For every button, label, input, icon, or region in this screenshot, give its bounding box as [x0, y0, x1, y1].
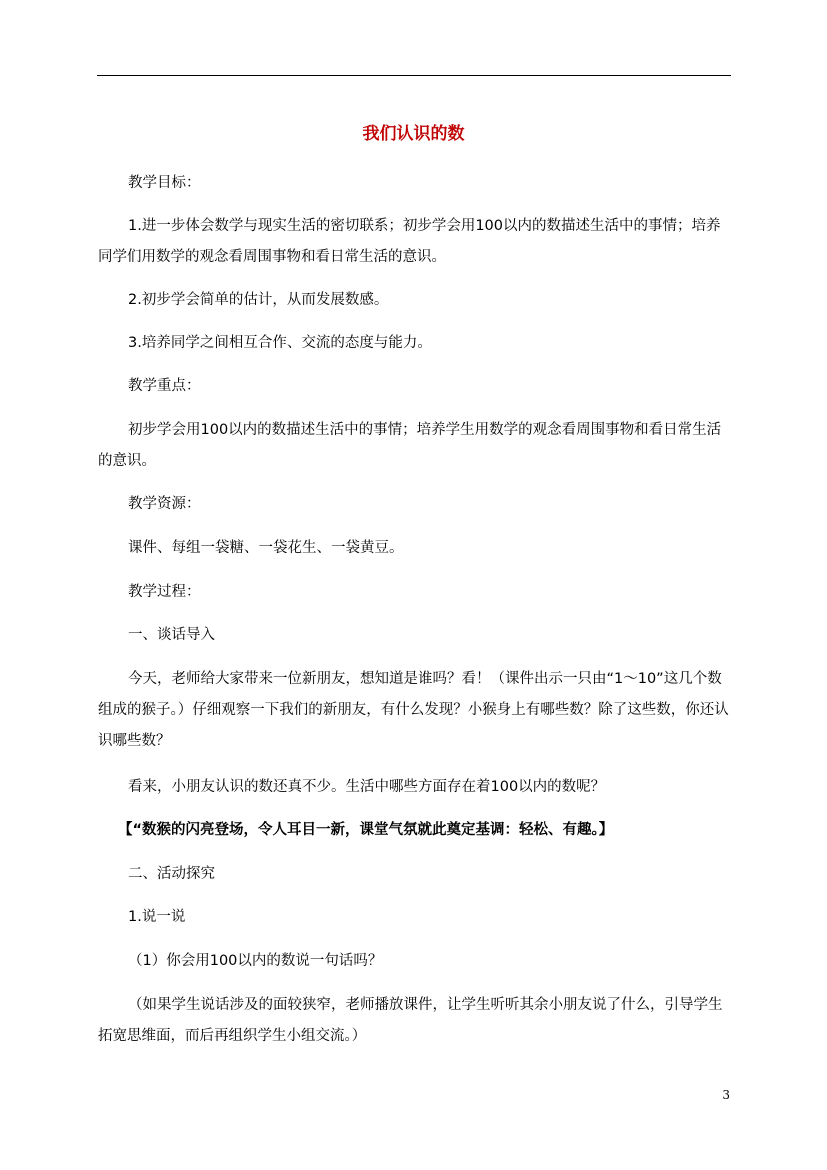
key-points-text: 初步学会用100以内的数描述生活中的事情；培养学生用数学的观念看周围事物和看日常生活的意识。: [98, 422, 722, 469]
intro-followup: 看来，小朋友认识的数还真不少。生活中哪些方面存在着100以内的数呢？: [128, 779, 606, 795]
activity-item-1: 1.说一说: [128, 909, 186, 925]
intro-paragraph: 今天，老师给大家带来一位新朋友，想知道是谁吗？看！（课件出示一只由“1～10”这几个数组成的猴子。）仔细观察一下我们的新朋友，有什么发现？小猴身上有哪些数？除了这些数，你还认识哪些数？: [98, 671, 729, 749]
page-number: 3: [722, 1088, 730, 1102]
section-heading-objectives: 教学目标：: [128, 175, 201, 191]
activity-question-1: （1）你会用100以内的数说一句话吗？: [128, 953, 383, 969]
section-heading-process: 教学过程：: [128, 584, 201, 600]
objective-3: 3.培养同学之间相互合作、交流的态度与能力。: [128, 335, 432, 351]
section-heading-key-points: 教学重点：: [128, 378, 201, 394]
header-rule: [97, 75, 731, 76]
objective-1: 1.进一步体会数学与现实生活的密切联系；初步学会用100以内的数描述生活中的事情；培养同学们用数学的观念看周围事物和看日常生活的意识。: [98, 218, 721, 265]
resources-text: 课件、每组一袋糖、一袋花生、一袋黄豆。: [128, 540, 404, 556]
objective-2: 2.初步学会简单的估计，从而发展数感。: [128, 292, 389, 308]
activity-note: （如果学生说话涉及的面较狭窄，老师播放课件，让学生听听其余小朋友说了什么，引导学生拓宽思维面，而后再组织学生小组交流。）: [98, 997, 723, 1044]
subsection-intro: 一、谈话导入: [128, 627, 215, 643]
section-heading-resources: 教学资源：: [128, 496, 201, 512]
subsection-activity: 二、活动探究: [128, 866, 215, 882]
commentary-note: 【“数猴的闪亮登场，令人耳目一新，课堂气氛就此奠定基调：轻松、有趣。】: [118, 822, 614, 838]
document-title: 我们认识的数: [362, 124, 465, 144]
